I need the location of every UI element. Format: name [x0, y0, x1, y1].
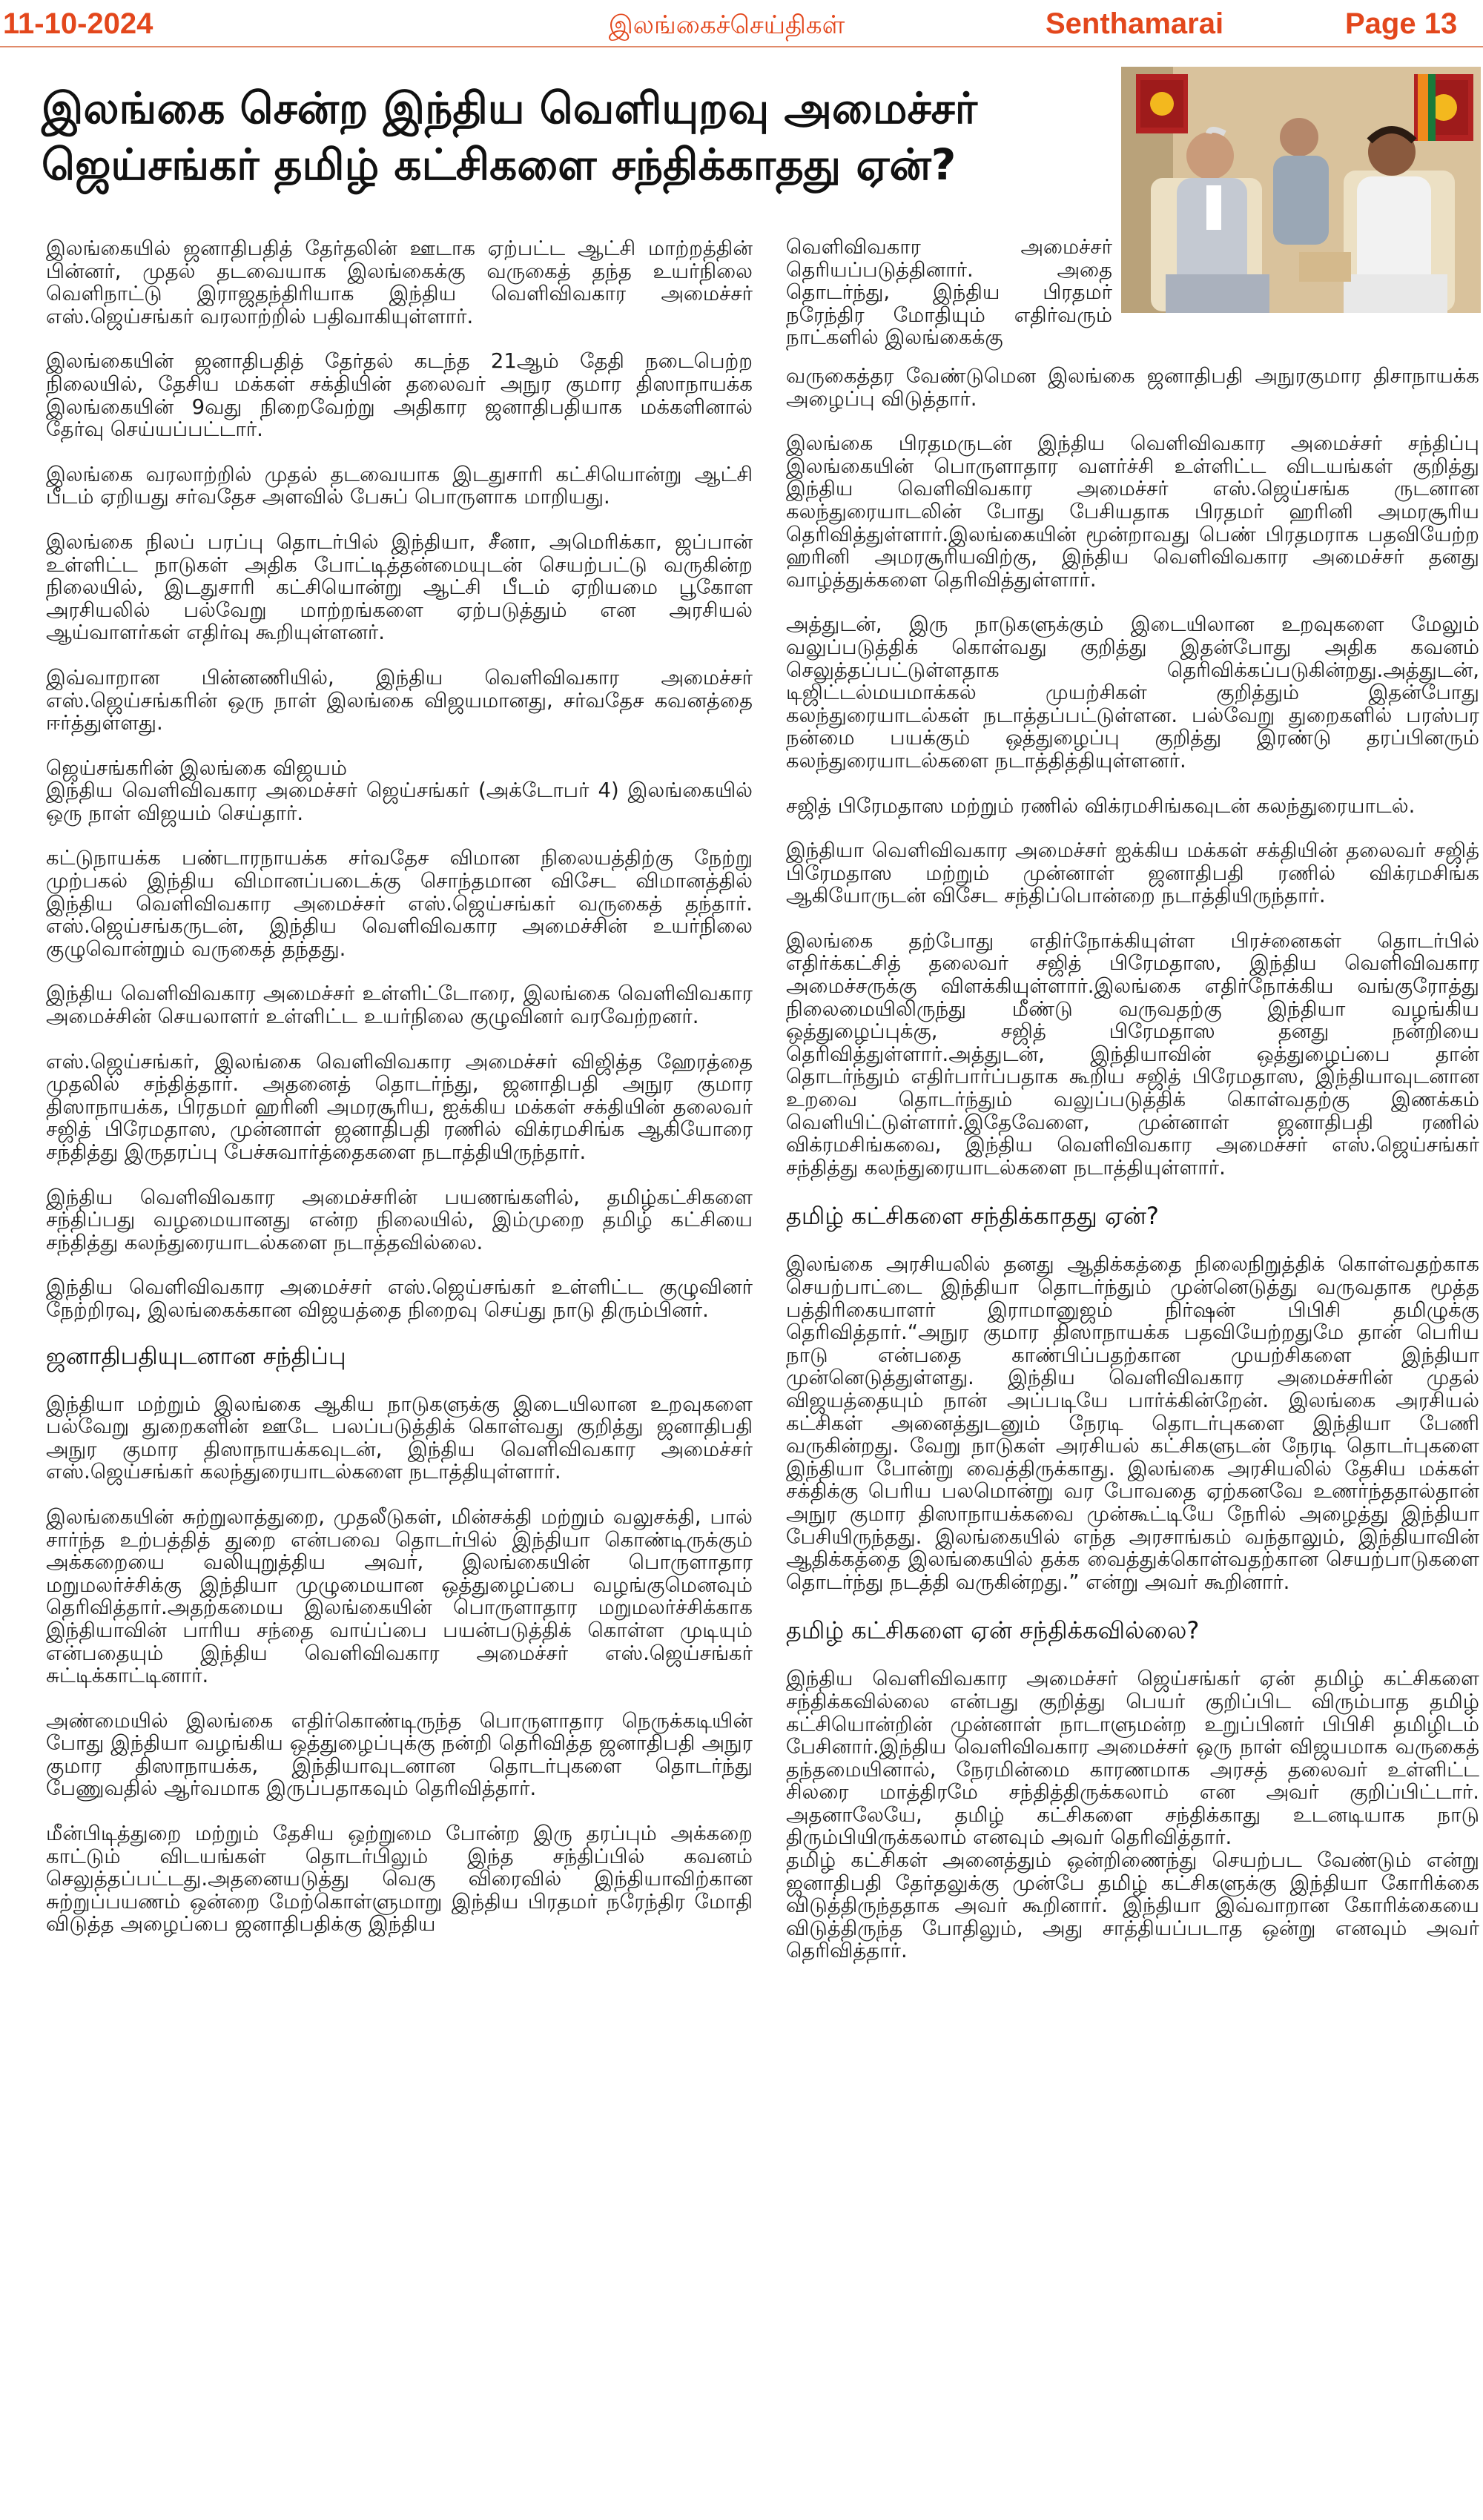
paragraph: வெளிவிவகார அமைச்சர் தெரியப்படுத்தினார். அதை தொடர்ந்து, இந்திய பிரதமர் நரேந்திர மோதியும் எதிர்வரும் நாட்களில் இலங்கைக்கு: [786, 235, 1112, 350]
paragraph: இலங்கை தற்போது எதிர்நோக்கியுள்ள பிரச்னைகள் தொடர்பில் எதிர்க்கட்சித் தலைவர் சஜித் பிரேமதாஸ, இந்திய வெளிவிவகார அமைச்சருக்கு விளக்கியுள்ளார்.இலங்கை எதிர்நோக்கிய வங்குரோத்து நிலைமையிலிருந்து மீண்டு வருவதற்கு இந்தியா வழங்கிய ஒத்துழைப்புக்கு, சஜித் பிரேமதாஸ தனது நன்றியை தெரிவித்துள்ளார்.அத்துடன், இந்தியாவின் ஒத்துழைப்பை தான் தொடர்ந்தும் எதிர்பார்ப்பதாக கூறிய சஜித் பிரேமதாஸ, இந்தியாவுடனான உறவை தொடர்ந்தும் வலுப்படுத்திக் கொள்வதற்கு இணக்கம் வெளியிட்டுள்ளார்.இதேவேளை, முன்னாள் ஜனாதிபதி ரணில் விக்ரமசிங்கவை, இந்திய வெளிவிவகார அமைச்சர் எஸ்.ஜெய்சங்கர் சந்தித்து கலந்துரையாடல்களை நடாத்தியுள்ளார்.: [786, 928, 1479, 1180]
paragraph: இந்திய வெளிவிவகார அமைச்சர் ஜெய்சங்கர் ஏன் தமிழ் கட்சிகளை சந்திக்கவில்லை என்பது குறித்து பெயர் குறிப்பிட விரும்பாத தமிழ் கட்சியொன்றின் முன்னாள் நாடாளுமன்ற உறுப்பினர் பிபிசி தமிழிடம் பேசினார்.இந்திய வெளிவிவகார அமைச்சர் ஒரு நாள் விஜயமாக வருகைத் தந்தமையினால், நேரமின்மை காரணமாக அரசத் தலைவர் உள்ளிட்ட சிலரை மாத்திரமே சந்தித்திருக்கலாம் என அவர் குறிப்பிட்டார். அதனாலேயே, தமிழ் கட்சிகளை சந்திக்காது உடனடியாக நாடு திரும்பியிருக்கலாம் எனவும் அவர் தெரிவித்தார்.: [786, 1667, 1479, 1850]
section-name: இலங்கைச்செய்திகள்: [608, 10, 845, 40]
section-heading: தமிழ் கட்சிகளை ஏன் சந்திக்கவில்லை?: [786, 1616, 1200, 1645]
page-number: Page 13: [1345, 7, 1458, 40]
section-heading: ஜனாதிபதியுடனான சந்திப்பு: [46, 1341, 346, 1370]
paragraph: மீன்பிடித்துறை மற்றும் தேசிய ஒற்றுமை போன்ற இரு தரப்பும் அக்கறை காட்டும் விடயங்கள் தொடர்பிலும் இந்த சந்திப்பில் கவனம் செலுத்தப்பட்டது.அதனையடுத்து வெகு விரைவில் இந்தியாவிற்கான சுற்றுப்பயணம் ஒன்றை மேற்கொள்ளுமாறு இந்திய பிரதமர் நரேந்திர மோதி விடுத்த அழைப்பை ஜனாதிபதிக்கு இந்திய: [46, 1822, 753, 1937]
paragraph: வருகைத்தர வேண்டுமென இலங்கை ஜனாதிபதி அநுரகுமார திசாநாயக்க அழைப்பு விடுத்தார்.: [786, 364, 1479, 411]
paragraph: இலங்கை வரலாற்றில் முதல் தடவையாக இடதுசாரி கட்சியொன்று ஆட்சி பீடம் ஏறியது சர்வதேச அளவில் பேசுப் பொருளாக மாறியது.: [46, 462, 753, 509]
paragraph: இந்திய வெளிவிவகார அமைச்சரின் பயணங்களில், தமிழ்கட்சிகளை சந்திப்பது வழமையானது என்ற நிலையில், இம்முறை தமிழ் கட்சியை சந்தித்து கலந்துரையாடல்களை நடாத்தவில்லை.: [46, 1185, 753, 1254]
meeting-photo-icon: [1121, 67, 1481, 313]
paragraph: இந்தியா வெளிவிவகார அமைச்சர் ஐக்கிய மக்கள் சக்தியின் தலைவர் சஜித் பிரேமதாஸ மற்றும் முன்னாள் ஜனாதிபதி ரணில் விக்ரமசிங்க ஆகியோருடன் விசேட சந்திப்பொன்றை நடாத்தியிருந்தார்.: [786, 839, 1479, 908]
issue-date: 11-10-2024: [3, 7, 153, 40]
subheading-inline: ஜெய்சங்கரின் இலங்கை விஜயம்: [46, 755, 347, 780]
right-column-top: [786, 236, 1112, 349]
paragraph: சஜித் பிரேமதாஸ மற்றும் ரணில் விக்ரமசிங்கவுடன் கலந்துரையாடல்.: [786, 793, 1416, 818]
left-column: [46, 237, 753, 1958]
section-heading: தமிழ் கட்சிகளை சந்திக்காதது ஏன்?: [786, 1202, 1159, 1231]
meeting-photo-icon: [1121, 67, 1481, 313]
paragraph: அத்துடன், இரு நாடுகளுக்கும் இடையிலான உறவுகளை மேலும் வலுப்படுத்திக் கொள்வது குறித்து இதன்போது அதிக கவனம் செலுத்தப்பட்டுள்ளதாக தெரிவிக்கப்படுகின்றது.அத்துடன், டிஜிட்டல்மயமாக்கல் முயற்சிகள் குறித்தும் இதன்போது கலந்துரையாடல்கள் நடாத்தப்பட்டுள்ளன. பல்வேறு துறைகளில் பரஸ்பர நன்மை பயக்கும் ஒத்துழைப்பு குறித்து இரண்டு தரப்பினரும் கலந்துரையாடல்களை நடாத்தித்தியுள்ளனர்.: [786, 612, 1479, 773]
paragraph: இந்திய வெளிவிவகார அமைச்சர் உள்ளிட்டோரை, இலங்கை வெளிவிவகார அமைச்சின் செயலாளர் உள்ளிட்ட உயர்நிலை குழுவினர் வரவேற்றனர்.: [46, 982, 753, 1029]
publication-name: Senthamarai: [1046, 7, 1224, 40]
paragraph: அண்மையில் இலங்கை எதிர்கொண்டிருந்த பொருளாதார நெருக்கடியின் போது இந்தியா வழங்கிய ஒத்துழைப்புக்கு நன்றி தெரிவித்த ஜனாதிபதி அநுர குமார திஸாநாயக்க, இந்தியாவுடனான தொடர்புகளை தொடர்ந்து பேணுவதில் ஆர்வமாக இருப்பதாகவும் தெரிவித்தார்.: [46, 1708, 753, 1801]
paragraph-body: இந்திய வெளிவிவகார அமைச்சர் ஜெய்சங்கர் (அக்டோபர் 4) இலங்கையில் ஒரு நாள் விஜயம் செய்தார்.: [46, 778, 753, 825]
paragraph: இவ்வாறான பின்னணியில், இந்திய வெளிவிவகார அமைச்சர் எஸ்.ஜெய்சங்கரின் ஒரு நாள் இலங்கை விஜயமானது, சர்வதேச கவனத்தை ஈர்த்துள்ளது.: [46, 665, 753, 735]
paragraph: இலங்கை நிலப் பரப்பு தொடர்பில் இந்தியா, சீனா, அமெரிக்கா, ஜப்பான் உள்ளிட்ட நாடுகள் அதிக போட்டித்தன்மையுடன் செயற்பட்டு வருகின்ற நிலையில், இடதுசாரி கட்சியொன்று ஆட்சி பீடம் ஏறியமை பூகோள அரசியலில் பல்வேறு மாற்றங்களை ஏற்படுத்தும் என அரசியல் ஆய்வாளர்கள் எதிர்வு கூறியுள்ளனர்.: [46, 529, 753, 645]
paragraph: இலங்கையின் சுற்றுலாத்துறை, முதலீடுகள், மின்சக்தி மற்றும் வலுசக்தி, பால் சார்ந்த உற்பத்தித் துறை என்பவை தொடர்பில் இந்தியா கொண்டிருக்கும் அக்கறையை வலியுறுத்திய அவர், இலங்கையின் பொருளாதார மறுமலர்ச்சிக்கு இந்தியா முழுமையான ஒத்துழைப்பை வழங்குமெனவும் தெரிவித்தார்.அதற்கமைய இலங்கையின் பொருளாதார மறுமலர்ச்சிக்காக இந்தியாவின் பாரிய சந்தை வாய்ப்பை பயன்படுத்திக் கொள்ள முடியும் என்பதையும் இந்திய வெளிவிவகார அமைச்சர் எஸ்.ஜெய்சங்கர் சுட்டிக்காட்டினார்.: [46, 1504, 753, 1688]
paragraph: இலங்கை பிரதமருடன் இந்திய வெளிவிவகார அமைச்சர் சந்திப்பு இலங்கையின் பொருளாதார வளர்ச்சி உள்ளிட்ட விடயங்கள் குறித்து இந்திய வெளிவிவகார அமைச்சர் எஸ்.ஜெய்சங்க ருடனான கலந்துரையாடலின் போது பேசியதாக பிரதமர் ஹரினி அமரசூரிய தெரிவித்துள்ளார்.இலங்கையின் மூன்றாவது பெண் பிரதமராக பதவியேற்ற ஹரினி அமரசூரியவிற்கு, இந்திய வெளிவிவகார அமைச்சர் தனது வாழ்த்துக்களை தெரிவித்துள்ளார்.: [786, 431, 1479, 592]
paragraph: எஸ்.ஜெய்சங்கர், இலங்கை வெளிவிவகார அமைச்சர் விஜித்த ஹேரத்தை முதலில் சந்தித்தார். அதனைத் தொடர்ந்து, ஜனாதிபதி அநுர குமார திஸாநாயக்க, பிரதமர் ஹரினி அமரசூரிய, ஐக்கிய மக்கள் சக்தியின் தலைவர் சஜித் பிரேமதாஸ, முன்னாள் ஜனாதிபதி ரணில் விக்ரமசிங்க ஆகியோரை சந்தித்து இருதரப்பு பேச்சுவார்த்தைகளை நடாத்தியிருந்தார்.: [46, 1049, 753, 1164]
paragraph: தமிழ் கட்சிகள் அனைத்தும் ஒன்றிணைந்து செயற்பட வேண்டும் என்று ஜனாதிபதி தேர்தலுக்கு முன்பே தமிழ் கட்சிகளுக்கு இந்தியா கோரிக்கை விடுத்திருந்ததாக அவர் கூறினார். இந்தியா இவ்வாறான கோரிக்கையை விடுத்திருந்த போதிலும், அது சாத்தியப்படாத ஒன்று எனவும் அவர் தெரிவித்தார்.: [786, 1848, 1479, 1963]
page-title: இலங்கை சென்ற இந்திய வெளியுறவு அமைச்சர் ஜெய்சங்கர் தமிழ் கட்சிகளை சந்திக்காதது ஏன்?: [42, 83, 978, 190]
paragraph: இந்தியா மற்றும் இலங்கை ஆகிய நாடுகளுக்கு இடையிலான உறவுகளை பல்வேறு துறைகளின் ஊடே பலப்படுத்திக் கொள்வது குறித்து ஜனாதிபதி அநுர குமார திஸாநாயக்கவுடன், இந்திய வெளிவிவகார அமைச்சர் எஸ்.ஜெய்சங்கர் கலந்துரையாடல்களை நடாத்தியுள்ளார்.: [46, 1392, 753, 1484]
paragraph: கட்டுநாயக்க பண்டாரநாயக்க சர்வதேச விமான நிலையத்திற்கு நேற்று முற்பகல் இந்திய விமானப்படைக்கு சொந்தமான விசேட விமானத்தில் இந்திய வெளிவிவகார அமைச்சர் எஸ்.ஜெய்சங்கர் வருகைத் தந்தார். எஸ்.ஜெய்சங்கருடன், இந்திய வெளிவிவகார அமைச்சின் உயர்நிலை குழுவொன்றும் வருகைத் தந்தது.: [46, 846, 753, 961]
paragraph: இந்திய வெளிவிவகார அமைச்சர் எஸ்.ஜெய்சங்கர் உள்ளிட்ட குழுவினர் நேற்றிரவு, இலங்கைக்கான விஜயத்தை நிறைவு செய்து நாடு திரும்பினர்.: [46, 1275, 753, 1322]
paragraph: இலங்கை அரசியலில் தனது ஆதிக்கத்தை நிலைநிறுத்திக் கொள்வதற்காக செயற்பாட்டை இந்தியா தொடர்ந்தும் முன்னெடுத்து வருவதாக மூத்த பத்திரிகையாளர் இராமானுஜம் நிர்ஷன் பிபிசி தமிழுக்கு தெரிவித்தார்.“அநுர குமார திஸாநாயக்க பதவியேற்றதுமே தான் பெரிய நாடு என்பதை காண்பிப்பதற்கான முயற்சிகளை இந்தியா முன்னெடுத்துள்ளது. இந்திய வெளிவிவகார அமைச்சரின் முதல் விஜயத்தையும் நான் அப்படியே பார்க்கின்றேன். இலங்கை அரசியல் கட்சிகள் அனைத்துடனும் நேரடி தொடர்புகளை இந்தியா பேணி வருகின்றது. வேறு நாடுகள் அரசியல் கட்சிகளுடன் நேரடி தொடர்புகளை இந்தியா போன்று வைத்திருக்காது. இலங்கை அரசியலில் தேசிய மக்கள் சக்திக்கு பெரிய பலமொன்று வர போவதை ஏற்கனவே உணர்ந்ததால்தான் அநுர குமார திஸாநாயக்கவை முன்கூட்டியே நேரில் அழைத்து இந்தியா பேசியிருந்தது. இலங்கையில் எந்த அரசாங்கம் வந்தாலும், இந்தியாவின் ஆதிக்கத்தை இலங்கையில் தக்க வைத்துக்கொள்வதற்கான செயற்பாடுகளை தொடர்ந்து நடத்தி வருகின்றது.” என்று அவர் கூறினார்.: [786, 1252, 1479, 1594]
paragraph: [46, 757, 753, 825]
paragraph: இலங்கையின் ஜனாதிபதித் தேர்தல் கடந்த 21ஆம் தேதி நடைபெற்ற நிலையில், தேசிய மக்கள் சக்தியின் தலைவர் அநுர குமார திஸாநாயக்க இலங்கையின் 9வது நிறைவேற்று அதிகார ஜனாதிபதியாக மக்களினால் தேர்வு செய்யப்பட்டார்.: [46, 349, 753, 442]
right-column: [786, 365, 1479, 1985]
masthead: [0, 0, 1483, 47]
paragraph: இலங்கையில் ஜனாதிபதித் தேர்தலின் ஊடாக ஏற்பட்ட ஆட்சி மாற்றத்தின் பின்னர், முதல் தடவையாக இலங்கைக்கு வருகைத் தந்த உயர்நிலை வெளிநாட்டு இராஜதந்திரியாக இந்திய வெளிவிவகார அமைச்சர் எஸ்.ஜெய்சங்கர் வரலாற்றில் பதிவாகியுள்ளார்.: [46, 237, 753, 328]
